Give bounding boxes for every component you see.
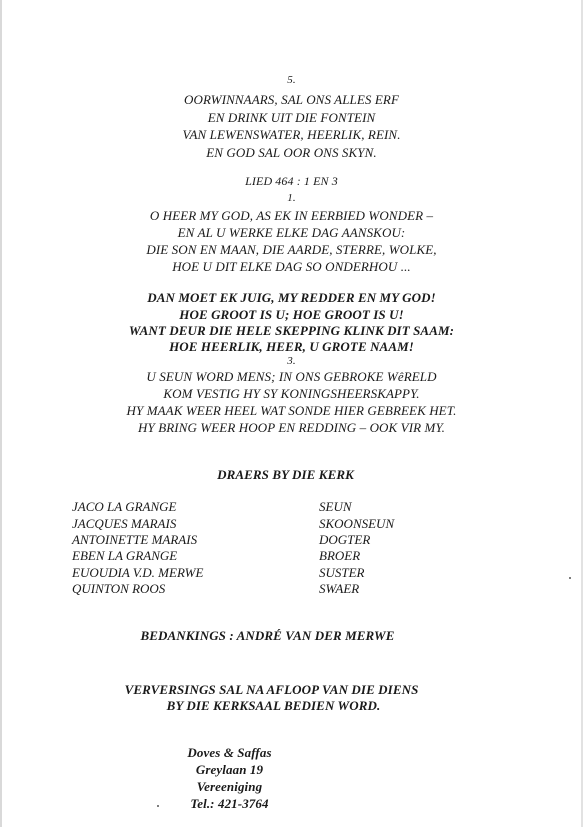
scan-speck xyxy=(569,577,571,579)
hymn-line: KOM VESTIG HY SY KONINGSHEERSKAPPY. xyxy=(163,386,420,401)
pallbearer-name: JACQUES MARAIS xyxy=(72,516,177,531)
hymn-line: HOE U DIT ELKE DAG SO ONDERHOU ... xyxy=(172,259,411,274)
hymn-line: O HEER MY GOD, AS EK IN EERBIED WONDER – xyxy=(149,208,434,223)
chorus-line: WANT DEUR DIE HELE SKEPPING KLINK DIT SAAM: xyxy=(128,323,455,338)
hymn-line: DIE SON EN MAAN, DIE AARDE, STERRE, WOLKE, xyxy=(146,242,437,257)
refreshments-line: BY DIE KERKSAAL BEDIEN WORD. xyxy=(166,698,381,713)
pallbearers-heading: DRAERS BY DIE KERK xyxy=(217,467,354,482)
scan-speck xyxy=(157,805,159,807)
pallbearer-relation: SEUN xyxy=(319,499,352,514)
hymn-line: EN DRINK UIT DIE FONTEIN xyxy=(207,110,376,125)
hymn-line: VAN LEWENSWATER, HEERLIK, REIN. xyxy=(182,127,401,142)
hymn-line: HY MAAK WEER HEEL WAT SONDE HIER GEBREEK HET. xyxy=(126,403,457,418)
pallbearer-relation: DOGTER xyxy=(319,532,371,547)
undertaker-phone: Tel.: 421-3764 xyxy=(190,796,269,811)
pallbearer-relation: SWAER xyxy=(319,581,360,596)
chorus-line: DAN MOET EK JUIG, MY REDDER EN MY GOD! xyxy=(147,290,436,305)
acknowledgements: BEDANKINGS : ANDRÉ VAN DER MERWE xyxy=(140,628,395,643)
pallbearer-relation: SKOONSEUN xyxy=(319,516,395,531)
chorus-line: HOE HEERLIK, HEER, U GROTE NAAM! xyxy=(169,339,414,354)
hymn-line: EN GOD SAL OOR ONS SKYN. xyxy=(206,145,377,160)
hymn-line: HY BRING WEER HOOP EN REDDING – OOK VIR MY. xyxy=(138,420,445,435)
pallbearer-name: ANTOINETTE MARAIS xyxy=(72,532,198,547)
hymn-line: EN AL U WERKE ELKE DAG AANSKOU: xyxy=(177,225,406,240)
chorus-line: HOE GROOT IS U; HOE GROOT IS U! xyxy=(179,307,404,322)
verse-number: 5. xyxy=(287,74,296,86)
pallbearer-name: JACO LA GRANGE xyxy=(72,499,177,514)
pallbearer-relation: BROER xyxy=(319,548,361,563)
pallbearer-name: QUINTON ROOS xyxy=(72,581,166,596)
refreshments-line: VERVERSINGS SAL NA AFLOOP VAN DIE DIENS xyxy=(124,682,419,697)
pallbearer-relation: SUSTER xyxy=(319,565,365,580)
undertaker-street: Greylaan 19 xyxy=(195,762,264,777)
pallbearer-name: EUOUDIA V.D. MERWE xyxy=(72,565,204,580)
hymn-line: U SEUN WORD MENS; IN ONS GEBROKE WêRELD xyxy=(146,369,437,384)
pallbearer-name: EBEN LA GRANGE xyxy=(72,548,178,563)
undertaker-name: Doves & Saffas xyxy=(187,745,272,760)
undertaker-town: Vereeniging xyxy=(196,779,263,794)
hymn-title: LIED 464 : 1 EN 3 xyxy=(245,174,338,188)
verse-number: 3. xyxy=(287,355,296,367)
hymn-line: OORWINNAARS, SAL ONS ALLES ERF xyxy=(184,92,399,107)
verse-number: 1. xyxy=(287,192,296,204)
